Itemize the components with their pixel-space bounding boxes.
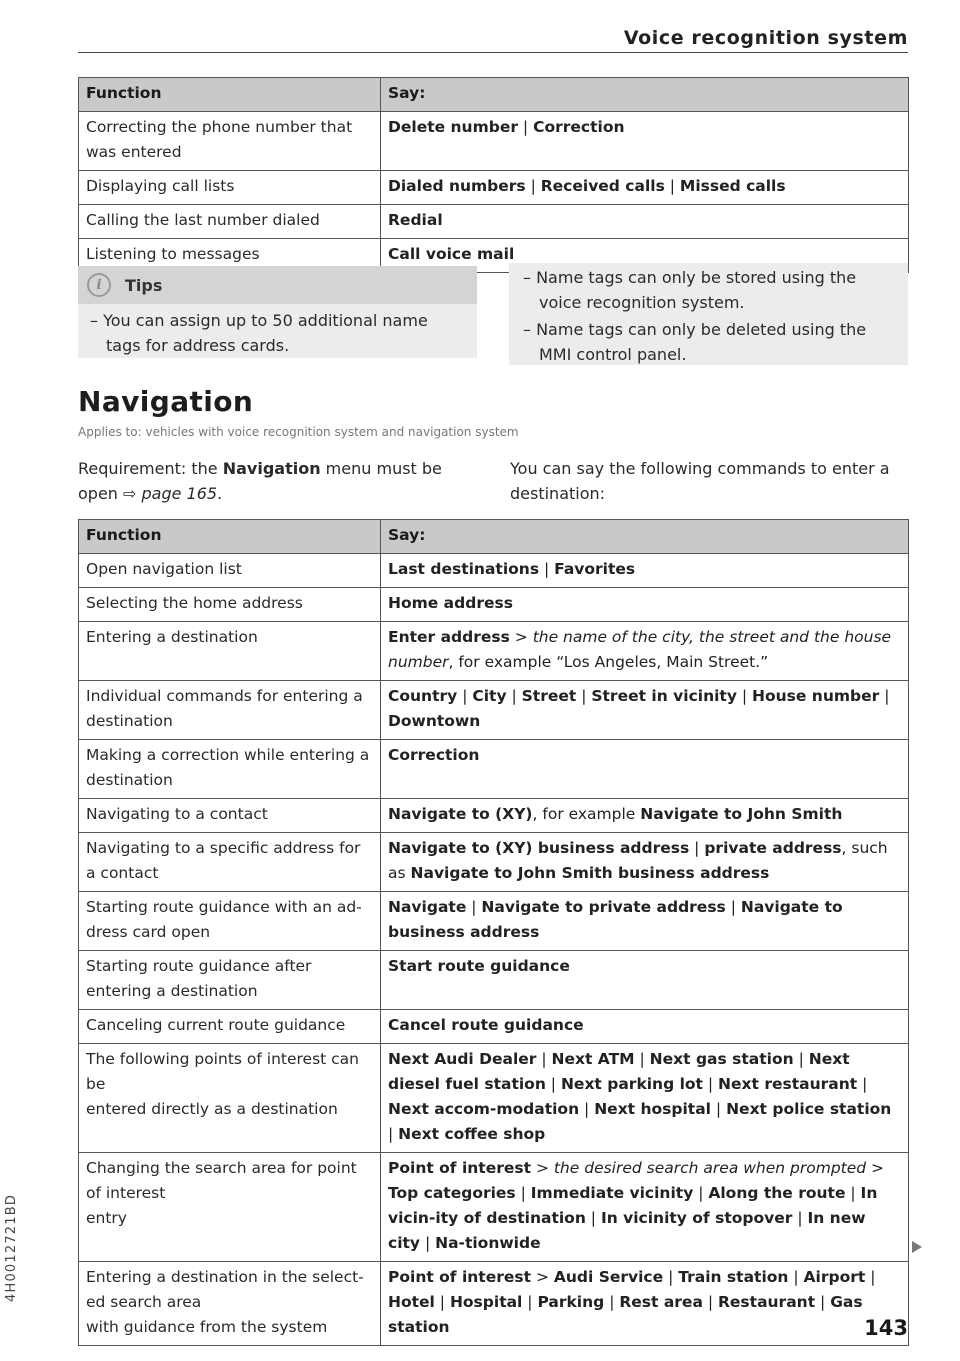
command-text: Start route guidance	[388, 957, 570, 975]
command-text: In vicin-ity of destination	[388, 1184, 878, 1227]
command-text: Top categories	[388, 1184, 516, 1202]
applies-to-note: Applies to: vehicles with voice recognition system and navigation system	[78, 425, 519, 439]
function-cell: Listening to messages	[79, 239, 381, 273]
command-text: |	[457, 687, 473, 705]
command-text: |	[693, 1184, 709, 1202]
function-cell: Navigating to a specific address for a contact	[79, 833, 381, 892]
note-item: – Name tags can only be stored using the voice recognition system.	[523, 268, 857, 312]
command-text: Delete number	[388, 118, 518, 136]
command-text: Navigate to John Smith	[640, 805, 843, 823]
table-row	[79, 171, 909, 205]
requirement-text	[78, 456, 478, 506]
command-text: Navigation	[222, 459, 321, 478]
command-text: Next Audi Dealer	[388, 1050, 537, 1068]
command-text: Navigate to business address	[388, 898, 843, 941]
command-text: Parking	[537, 1293, 605, 1311]
col-function-header: Function	[79, 520, 381, 554]
command-text: |	[815, 1293, 831, 1311]
command-text: Point of interest	[388, 1268, 532, 1286]
navigation-commands-table	[78, 519, 909, 1346]
table-header-row	[79, 520, 909, 554]
table-row	[79, 554, 909, 588]
say-cell	[381, 1262, 909, 1346]
say-cell	[381, 1044, 909, 1153]
command-text: Cancel route guidance	[388, 1016, 584, 1034]
function-cell: Entering a destination	[79, 622, 381, 681]
page-number: 143	[864, 1316, 908, 1340]
header-rule	[78, 52, 908, 53]
command-text: |	[579, 1100, 595, 1118]
function-cell: The following points of interest can be entered directly as a destination	[79, 1044, 381, 1153]
table-row	[79, 951, 909, 1010]
command-text: |	[865, 1268, 876, 1286]
command-text: Next hospital	[594, 1100, 711, 1118]
command-text: |	[576, 687, 592, 705]
say-cell	[381, 1153, 909, 1262]
say-cell	[381, 205, 909, 239]
command-text: Street	[521, 687, 577, 705]
command-text: Navigate to private address	[481, 898, 726, 916]
command-text: |	[725, 898, 741, 916]
table-row	[79, 1010, 909, 1044]
command-text: Next police station	[726, 1100, 892, 1118]
say-cell	[381, 554, 909, 588]
command-text: Correction	[388, 746, 480, 764]
say-cell	[381, 622, 909, 681]
command-text: |	[466, 898, 482, 916]
command-text: |	[736, 687, 753, 705]
command-text: Navigate to (XY)	[388, 805, 533, 823]
command-text: Country	[388, 687, 458, 705]
info-icon: i	[87, 273, 111, 297]
say-cell	[381, 892, 909, 951]
command-text: Next gas station	[649, 1050, 794, 1068]
function-cell: Starting route guidance after entering a destination	[79, 951, 381, 1010]
table-header-row	[79, 78, 909, 112]
document-code: 4H0012721BD	[4, 1193, 19, 1302]
command-text: Hospital	[449, 1293, 523, 1311]
command-text: Missed calls	[679, 177, 786, 195]
command-text: |	[664, 177, 680, 195]
command-text: |	[663, 1268, 679, 1286]
command-text: In vicinity of stopover	[600, 1209, 793, 1227]
say-cell	[381, 112, 909, 171]
command-text: >	[531, 1268, 554, 1286]
table-row	[79, 622, 909, 681]
phone-commands-table	[78, 77, 909, 273]
command-text: |	[539, 560, 555, 578]
col-function-header: Function	[79, 78, 381, 112]
command-text: Along the route	[708, 1184, 846, 1202]
command-text: Restaurant	[717, 1293, 816, 1311]
command-text: , for example “Los Angeles, Main Street.”	[448, 653, 769, 671]
note-item: – Name tags can only be deleted using the MMI control panel.	[523, 320, 867, 364]
table-row	[79, 681, 909, 740]
command-text: Call voice mail	[388, 245, 515, 263]
col-say-header: Say:	[381, 78, 909, 112]
command-text: |	[879, 687, 890, 705]
table-row	[79, 799, 909, 833]
table-row	[79, 892, 909, 951]
table-row	[79, 1153, 909, 1262]
command-text: Next parking lot	[560, 1075, 703, 1093]
notes-box	[509, 263, 908, 365]
commands-intro: You can say the following commands to enter a destination:	[510, 459, 890, 503]
command-text: |	[506, 687, 522, 705]
command-text: .	[217, 484, 223, 503]
command-text: |	[857, 1075, 868, 1093]
say-cell	[381, 588, 909, 622]
function-cell: Displaying call lists	[79, 171, 381, 205]
say-cell	[381, 1010, 909, 1044]
command-text: Dialed numbers	[388, 177, 526, 195]
table-row	[79, 1044, 909, 1153]
command-text: Navigate to (XY) business address	[388, 839, 690, 857]
command-text: |	[434, 1293, 450, 1311]
command-text: Received calls	[540, 177, 665, 195]
function-cell: Open navigation list	[79, 554, 381, 588]
command-text: private address	[704, 839, 842, 857]
command-text: |	[585, 1209, 601, 1227]
command-text: |	[792, 1209, 808, 1227]
command-text: Correction	[533, 118, 625, 136]
col-say-header: Say:	[381, 520, 909, 554]
command-text: Hotel	[388, 1293, 435, 1311]
say-cell	[381, 799, 909, 833]
command-text: , for example	[532, 805, 641, 823]
command-text: Favorites	[554, 560, 636, 578]
navigation-heading: Navigation	[78, 385, 254, 418]
command-text: Next restaurant	[718, 1075, 858, 1093]
command-text: |	[793, 1050, 809, 1068]
command-text: House number	[752, 687, 880, 705]
function-cell: Individual commands for entering a destination	[79, 681, 381, 740]
say-cell	[381, 681, 909, 740]
command-text: >	[866, 1159, 885, 1177]
command-text: Rest area	[619, 1293, 703, 1311]
command-text: Immediate vicinity	[530, 1184, 694, 1202]
command-text: Enter address	[388, 628, 510, 646]
command-text: , such as	[388, 839, 888, 882]
command-text: >	[509, 628, 533, 646]
command-text: the name of the city, the street and the house number	[388, 628, 892, 671]
command-text: |	[522, 1293, 538, 1311]
command-text: |	[689, 839, 705, 857]
command-text: |	[515, 1184, 531, 1202]
command-text: >	[531, 1159, 554, 1177]
command-text: ⇨ page 165	[123, 484, 218, 503]
command-text: |	[634, 1050, 650, 1068]
command-text: |	[545, 1075, 561, 1093]
command-text: Home address	[388, 594, 513, 612]
function-cell: Selecting the home address	[79, 588, 381, 622]
command-text: Next ATM	[551, 1050, 635, 1068]
command-text: |	[845, 1184, 861, 1202]
table-row	[79, 833, 909, 892]
table-row	[79, 1262, 909, 1346]
tips-header	[78, 266, 477, 304]
command-text: Last destinations	[388, 560, 540, 578]
command-text: Next diesel fuel station	[388, 1050, 850, 1093]
command-text: Navigate	[388, 898, 467, 916]
command-text: Street in vicinity	[591, 687, 737, 705]
command-text: In new city	[388, 1209, 866, 1252]
command-text: Train station	[678, 1268, 789, 1286]
function-cell: Making a correction while entering a destination	[79, 740, 381, 799]
command-text: |	[788, 1268, 804, 1286]
command-text: Downtown	[388, 712, 481, 730]
command-text: Gas station	[388, 1293, 863, 1336]
command-text: Requirement: the	[78, 459, 223, 478]
section-title: Voice recognition system	[623, 27, 908, 49]
function-cell: Entering a destination in the select-ed search area with guidance from the system	[79, 1262, 381, 1346]
say-cell	[381, 833, 909, 892]
command-text: Navigate to John Smith business address	[410, 864, 770, 882]
say-cell	[381, 171, 909, 205]
command-text: Point of interest	[388, 1159, 532, 1177]
command-text: Airport	[803, 1268, 866, 1286]
table-row	[79, 588, 909, 622]
function-cell: Calling the last number dialed	[79, 205, 381, 239]
function-cell: Changing the search area for point of interest entry	[79, 1153, 381, 1262]
function-cell: Starting route guidance with an ad-dress card open	[79, 892, 381, 951]
command-text: Audi Service	[553, 1268, 664, 1286]
continue-arrow-icon	[912, 1241, 922, 1253]
command-text: City	[472, 687, 507, 705]
tips-title: Tips	[125, 275, 163, 295]
function-cell: Canceling current route guidance	[79, 1010, 381, 1044]
command-text: |	[702, 1293, 718, 1311]
command-text: |	[420, 1234, 436, 1252]
table-row	[79, 205, 909, 239]
command-text: |	[536, 1050, 552, 1068]
function-cell: Navigating to a contact	[79, 799, 381, 833]
command-text: Next accom-modation	[388, 1100, 580, 1118]
command-text: |	[388, 1125, 399, 1143]
command-text: Na-tionwide	[435, 1234, 541, 1252]
command-text: |	[518, 118, 534, 136]
function-cell: Correcting the phone number that was entered	[79, 112, 381, 171]
command-text: the desired search area when prompted	[553, 1159, 867, 1177]
table-row	[79, 740, 909, 799]
table-row	[79, 112, 909, 171]
say-cell	[381, 951, 909, 1010]
command-text: |	[604, 1293, 620, 1311]
command-text: |	[702, 1075, 719, 1093]
tips-box	[78, 266, 477, 358]
command-text: |	[525, 177, 541, 195]
command-text: menu must be open	[78, 459, 442, 503]
command-text: Redial	[388, 211, 443, 229]
say-cell	[381, 740, 909, 799]
tip-item: – You can assign up to 50 additional name tags for address cards.	[90, 311, 428, 355]
command-text: |	[711, 1100, 727, 1118]
command-text: Next coffee shop	[398, 1125, 546, 1143]
